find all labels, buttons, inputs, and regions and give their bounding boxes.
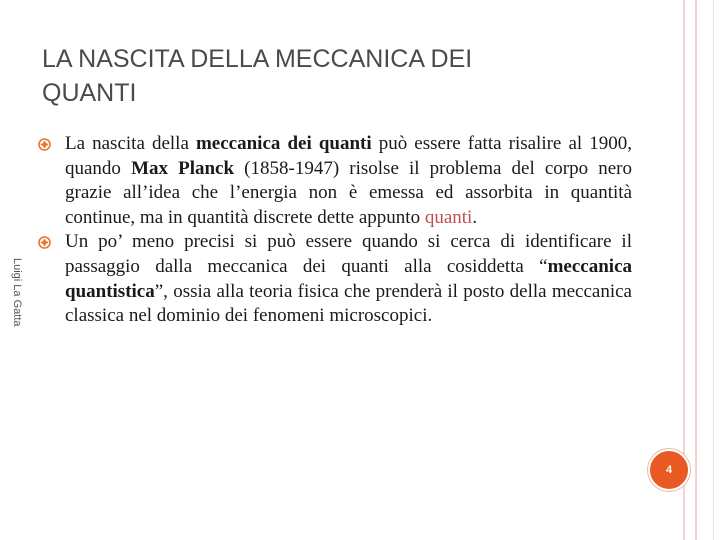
bullet-text-segment: può essere fatta risalire al 1900, quando (65, 133, 632, 179)
bullet-bold-name: Max Planck (131, 157, 235, 179)
bullet-text-segment: . (472, 206, 478, 228)
bullet-sign-icon (38, 236, 51, 249)
page-number: 4 (665, 464, 673, 476)
bullet-bold-term: meccanica dei quanti (195, 133, 372, 154)
bullet-text-segment: Un po’ meno precisi si può essere quando si cerca di identificare il passaggio dalla meccanica dei quanti alla cosiddetta “ (65, 231, 632, 277)
bullet-sign-icon (38, 138, 51, 151)
slide-title-line-1: LA NASCITA DELLA MECCANICA DEI (42, 45, 473, 73)
bullet-text-segment: (1858-1947) risolse il problema del corpo nero grazie all’idea che l’energia non è emessa ed assorbita in quantità continue, ma in quantità discrete dette appunto (65, 157, 632, 228)
bullet-item (34, 132, 632, 230)
decorative-border-line (713, 0, 714, 540)
bullet-bold-term: meccanica quantistica (65, 255, 632, 302)
page-number-badge (648, 449, 690, 491)
slide-title-line-2: QUANTI (42, 79, 137, 107)
bullet-text-segment: La nascita della (65, 133, 196, 154)
bullet-text (65, 132, 632, 230)
bullet-text (65, 230, 632, 328)
author-vertical-label: Luigi La Gatta (11, 258, 23, 327)
bullet-item (34, 230, 632, 328)
bullet-list (34, 132, 632, 329)
bullet-text-segment: ”, ossia alla teoria fisica che prenderà il posto della meccanica classica nel dominio dei fenomeni microscopici. (65, 280, 632, 327)
slide-title (42, 42, 662, 110)
bullet-highlight-term: quanti (424, 206, 473, 228)
decorative-border-line (695, 0, 697, 540)
